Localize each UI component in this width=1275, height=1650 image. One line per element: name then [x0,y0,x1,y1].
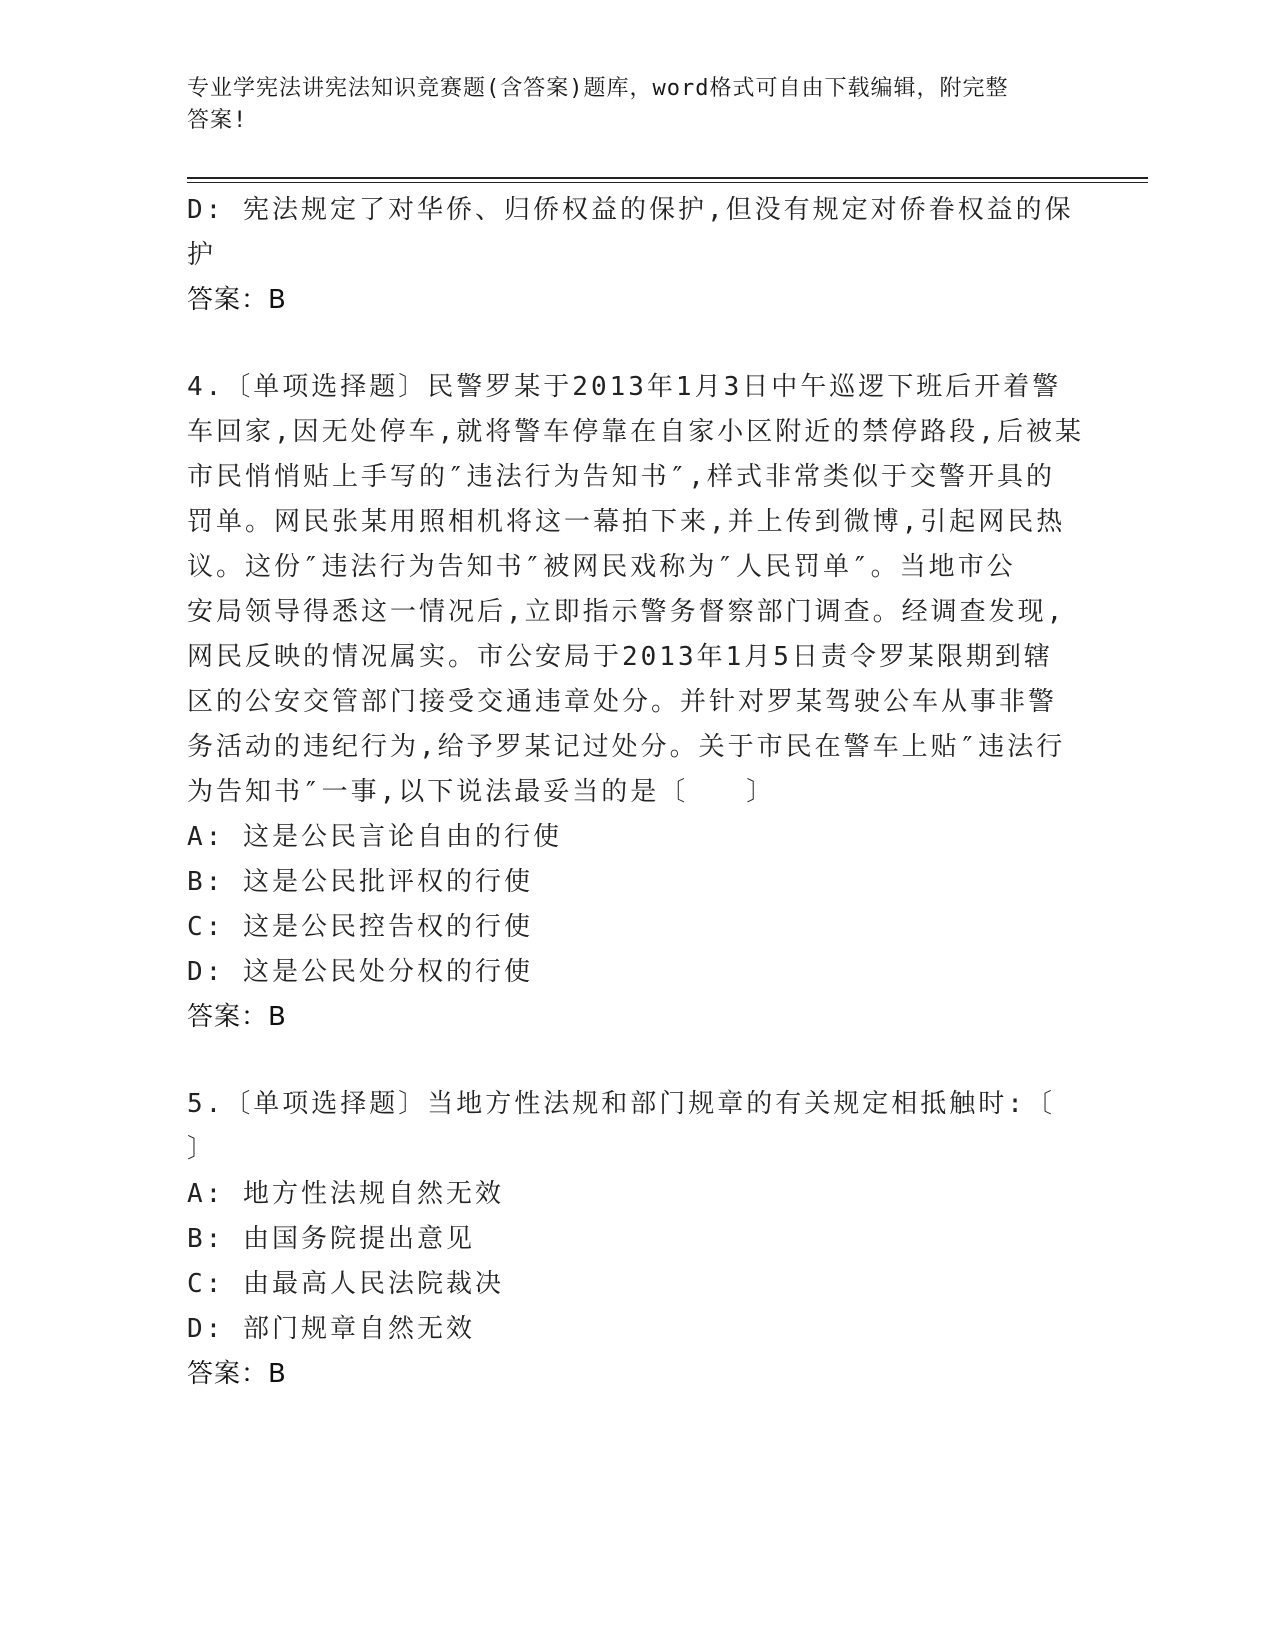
header-divider-thin [187,182,1148,183]
option-d: D: 宪法规定了对华侨、归侨权益的保护,但没有规定对侨眷权益的保 [187,195,1074,225]
question-stem-line: 市民悄悄贴上手写的″违法行为告知书″,样式非常类似于交警开具的 [187,462,1055,492]
answer-line: 答案：B [187,285,287,315]
option-b: B: 由国务院提出意见 [187,1224,475,1254]
spacer [187,323,1067,365]
question-stem-line: 4.〔单项选择题〕民警罗某于2013年1月3日中午巡逻下班后开着警 [187,372,1062,402]
option-d: D: 部门规章自然无效 [187,1314,475,1344]
question-stem-line: 为告知书″一事,以下说法最妥当的是〔 〕 [187,777,776,807]
question-stem-line: 议。这份″违法行为告知书″被网民戏称为″人民罚单″。当地市公 [187,552,1016,582]
option-c: C: 这是公民控告权的行使 [187,912,533,942]
option-d: D: 这是公民处分权的行使 [187,957,533,987]
question-3-tail [187,188,1074,323]
question-stem-line: 安局领导得悉这一情况后,立即指示警务督察部门调查。经调查发现, [187,597,1066,627]
option-d-continued: 护 [187,240,217,270]
question-stem-line: 网民反映的情况属实。市公安局于2013年1月5日责令罗某限期到辖 [187,642,1053,672]
option-a: A: 这是公民言论自由的行使 [187,822,562,852]
question-stem-line: 罚单。网民张某用照相机将这一幕拍下来,并上传到微博,引起网民热 [187,507,1066,537]
spacer [187,1040,1067,1082]
header-line-2: 答案! [187,108,248,133]
answer-line: 答案：B [187,1002,287,1032]
option-b: B: 这是公民批评权的行使 [187,867,533,897]
question-stem-line: 车回家,因无处停车,就将警车停靠在自家小区附近的禁停路段,后被某 [187,417,1084,447]
question-stem-line: 〕 [187,1134,217,1164]
answer-line: 答案：B [187,1359,287,1389]
question-stem-line: 务活动的违纪行为,给予罗某记过处分。关于市民在警车上贴″违法行 [187,732,1066,762]
document-body [187,188,1084,1397]
option-c: C: 由最高人民法院裁决 [187,1269,504,1299]
question-stem-line: 5.〔单项选择题〕当地方性法规和部门规章的有关规定相抵触时:〔 [187,1089,1055,1119]
question-5 [187,1082,1067,1397]
question-4 [187,365,1084,1040]
document-header [187,73,1067,137]
question-stem-line: 区的公安交管部门接受交通违章处分。并针对罗某驾驶公车从事非警 [187,687,1058,717]
option-a: A: 地方性法规自然无效 [187,1179,504,1209]
header-line-1: 专业学宪法讲宪法知识竞赛题(含答案)题库，word格式可自由下载编辑，附完整 [187,76,1009,101]
header-divider-thick [187,177,1148,179]
